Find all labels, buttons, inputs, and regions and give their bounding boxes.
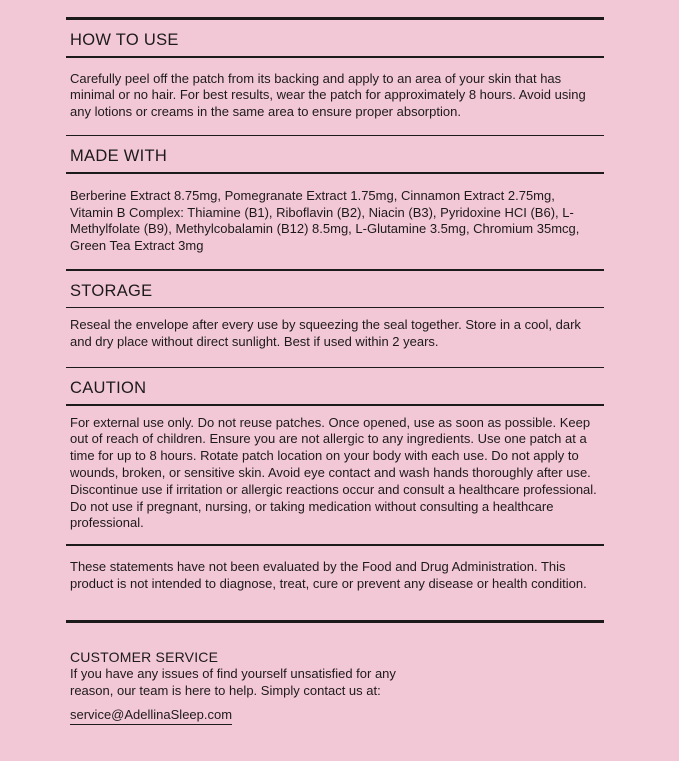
how-to-use-text: Carefully peel off the patch from its backing and apply to an area of your skin that has minimal or no hair. For best results, wear the patch for approximately 8 hours. Avoid using any lotions or creams in the same area to ensure proper absorption. [70,70,586,120]
how-to-use-heading: HOW TO USE [70,31,179,49]
caution-heading: CAUTION [70,379,147,398]
customer-service-heading: CUSTOMER SERVICE [70,649,219,666]
support-email-link[interactable]: service@AdellinaSleep.com [70,707,232,725]
made-with-text: Berberine Extract 8.75mg, Pomegranate Extract 1.75mg, Cinnamon Extract 2.75mg, Vitamin B Complex: Thiamine (B1), Riboflavin (B2), Niacin (B3), Pyridoxine HCI (B6), L-Methylfolate (B9), Methylcobalamin (B12) 8.5mg, L-Glutamine 3.5mg, Chromium 35mcg, Green Tea Extract 3mg [70,187,580,254]
caution-text: For external use only. Do not reuse patches. Once opened, use as soon as possible. Keep out of reach of children. Ensure you are not allergic to any ingredients. Use one patch at a time for up to 8 hours. Rotate patch location on your body with each use. Do not apply to wounds, broken, or sensitive skin. Avoid eye contact and wash hands thoroughly after use. Discontinue use if irritation or allergic reactions occur and consult a healthcare professional. Do not use if pregnant, nursing, or taking medication without consulting a healthcare professional. [70,414,597,531]
storage-text: Reseal the envelope after every use by squeezing the seal together. Store in a cool, dark and dry place without direct sunlight. Best if used within 2 years. [70,317,581,349]
made-with-heading: MADE WITH [70,147,168,166]
product-info-panel [66,17,604,725]
customer-service-section [66,623,604,725]
fda-disclaimer-text: These statements have not been evaluated by the Food and Drug Administration. This product is not intended to diagnose, treat, cure or prevent any disease or health condition. [70,558,587,591]
customer-service-text: If you have any issues of find yourself unsatisfied for any reason, our team is here to help. Simply contact us at: [70,666,396,699]
storage-heading: STORAGE [70,281,153,300]
